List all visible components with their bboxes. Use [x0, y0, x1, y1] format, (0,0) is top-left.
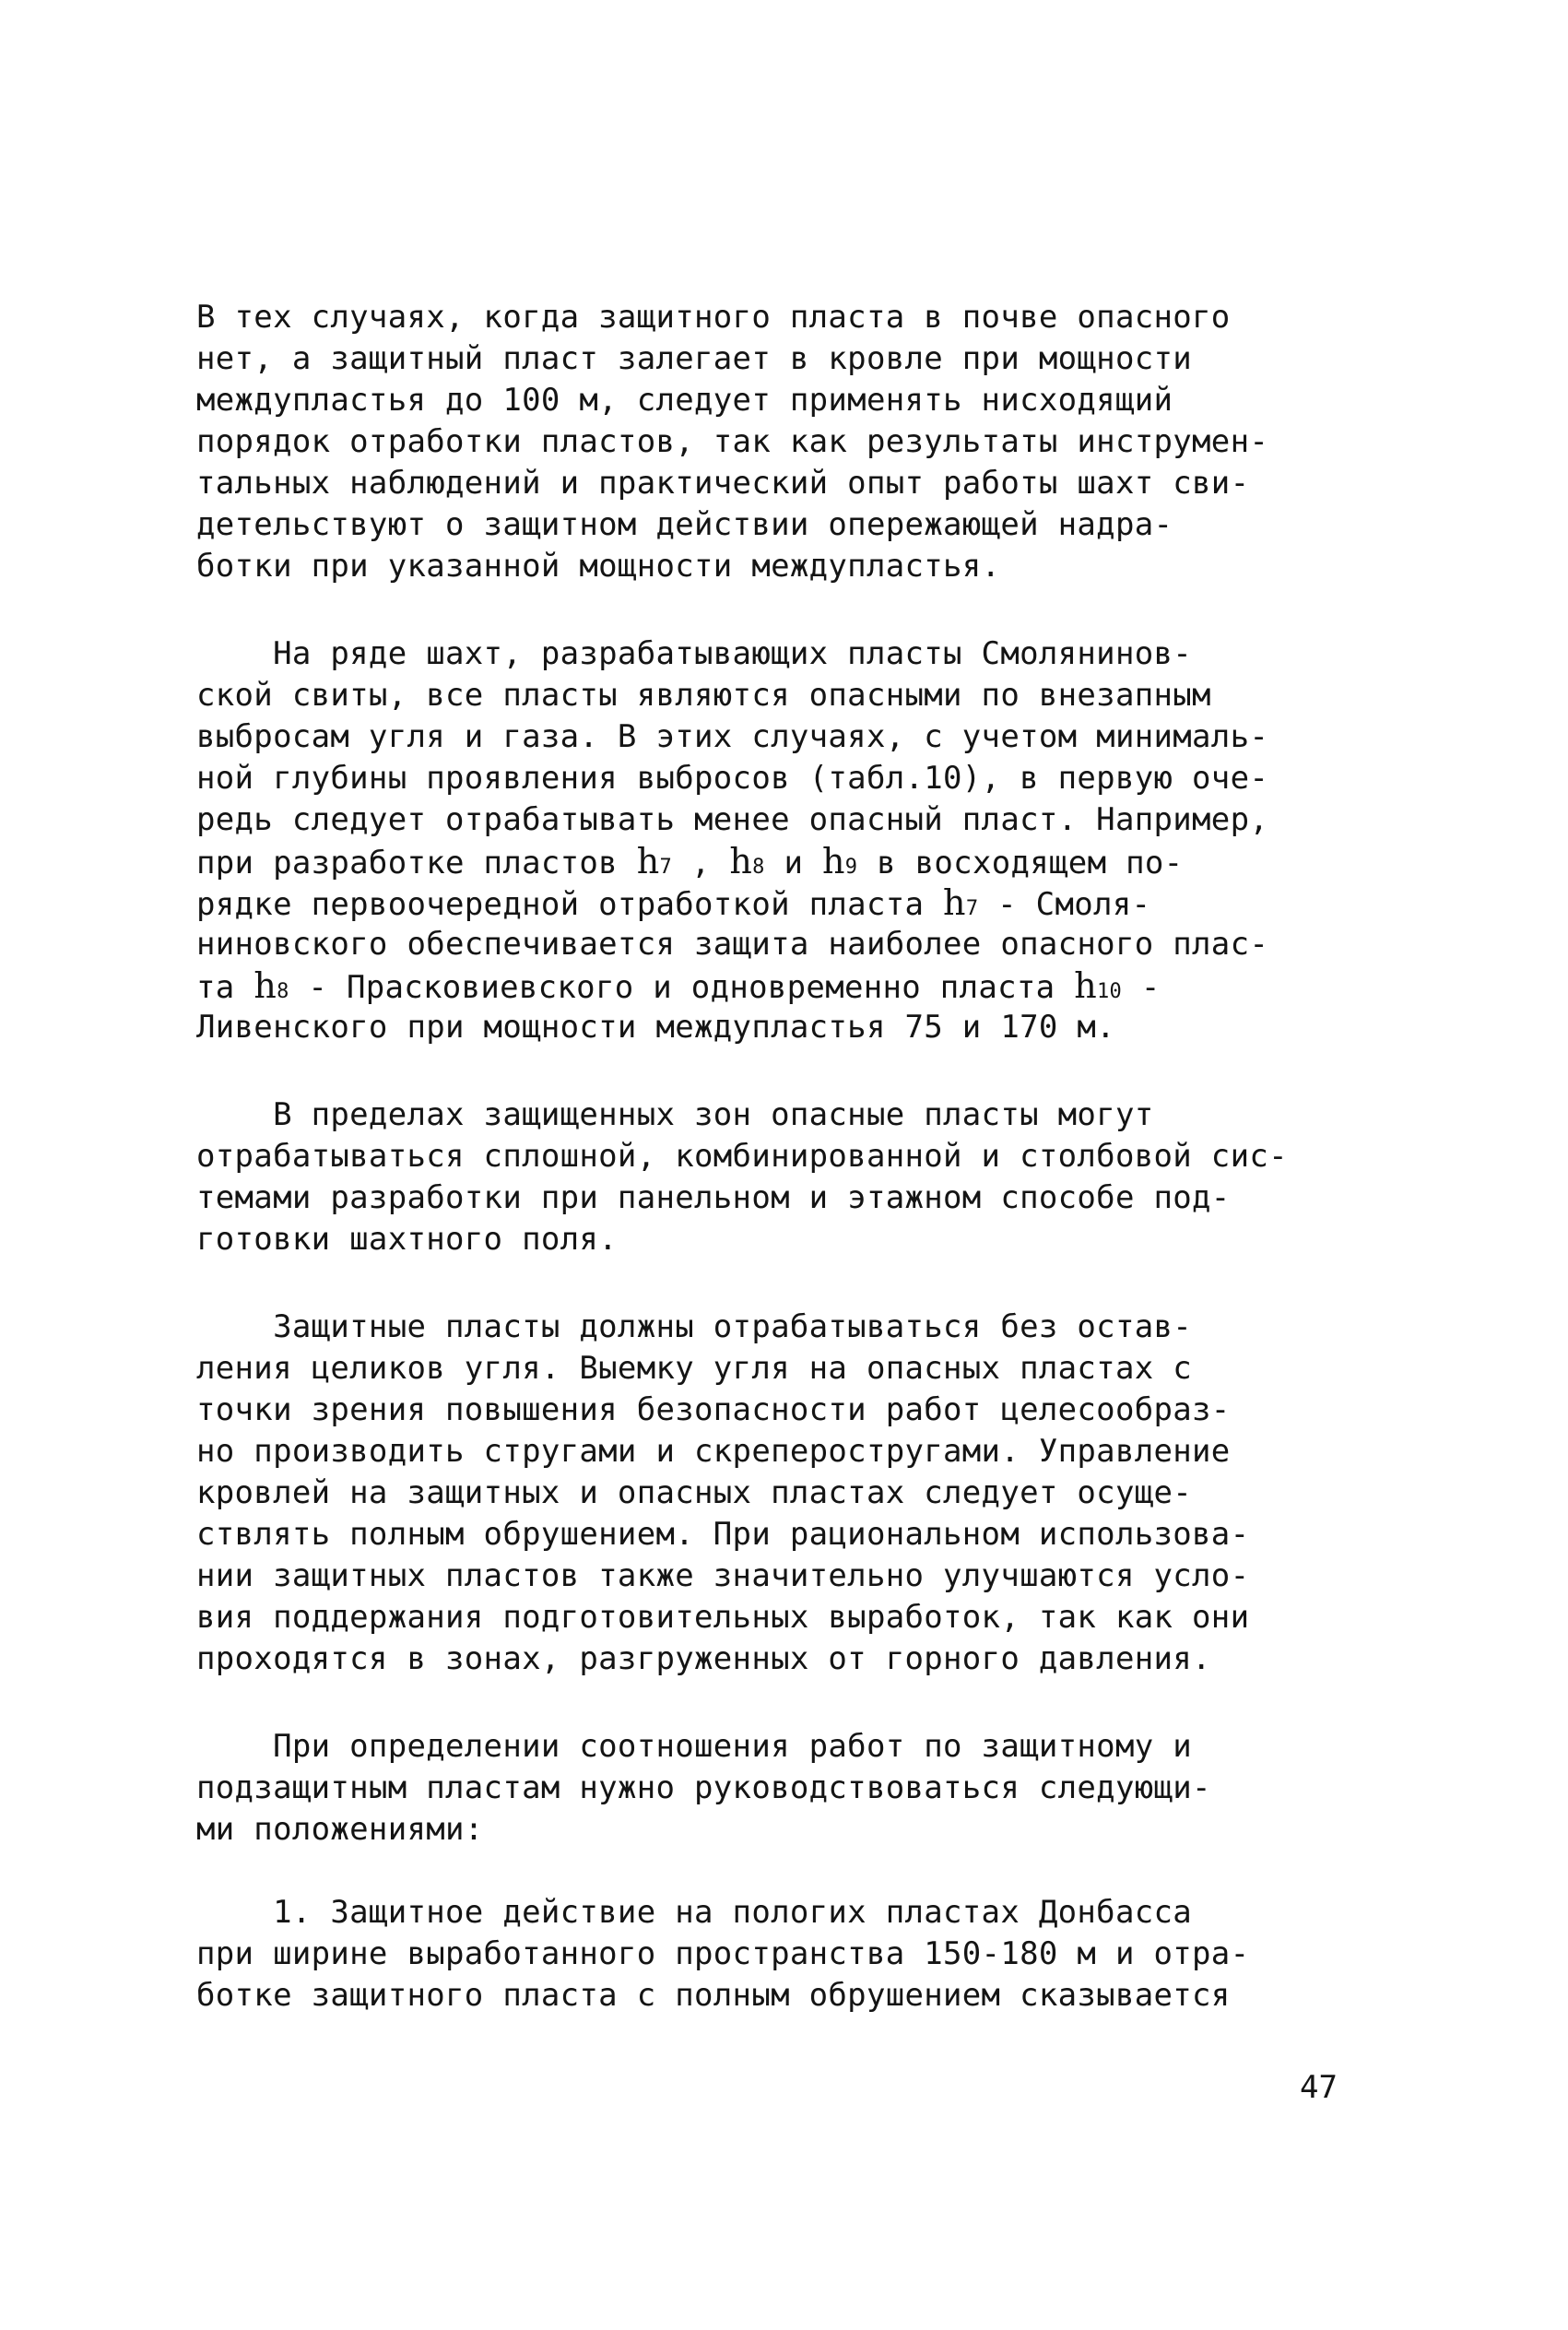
- text-line: ниновского обеспечивается защита наиболее опасного плас-: [196, 926, 1269, 963]
- text-line: нии защитных пластов также значительно улучшаются усло-: [196, 1557, 1250, 1594]
- text-line: при ширине выработанного пространства 150-180 м и отра-: [196, 1935, 1250, 1972]
- paragraph-2: [196, 633, 1397, 1048]
- text-line: На ряде шахт, разрабатывающих пласты Смолянинов-: [196, 635, 1193, 672]
- text-fragment: при разработке пластов: [196, 845, 637, 881]
- text-line: выбросам угля и газа. В этих случаях, с учетом минималь-: [196, 718, 1269, 755]
- text-line: Защитные пласты должны отрабатываться без остав-: [196, 1308, 1193, 1345]
- page-body: [196, 297, 1397, 2063]
- text-line: готовки шахтного поля.: [196, 1221, 618, 1258]
- text-fragment: - Смоля-: [978, 886, 1151, 923]
- text-line: но производить стругами и скреперостругами. Управление: [196, 1433, 1231, 1470]
- seam-symbol-h: h: [636, 841, 660, 881]
- text-fragment: та: [196, 969, 254, 1006]
- text-line: ствлять полным обрушением. При рациональном использова-: [196, 1516, 1250, 1553]
- text-line: ления целиков угля. Выемку угля на опасных пластах с: [196, 1350, 1193, 1387]
- text-fragment: рядке первоочередной отработкой пласта: [196, 886, 944, 923]
- text-line-with-formulas: [196, 965, 1397, 1007]
- seam-symbol-h: h: [943, 882, 966, 923]
- text-line: ской свиты, все пласты являются опасными по внезапным: [196, 677, 1211, 714]
- text-line-with-formulas: [196, 882, 1397, 924]
- paragraph-4: [196, 1307, 1397, 1680]
- text-line: В тех случаях, когда защитного пласта в почве опасного: [196, 299, 1231, 336]
- seam-index: 9: [844, 856, 858, 879]
- text-line: При определении соотношения работ по защитному и: [196, 1728, 1193, 1765]
- seam-index: 7: [965, 897, 979, 920]
- seam-symbol-h: h: [1074, 965, 1097, 1006]
- seam-symbol-h: h: [253, 965, 277, 1006]
- text-fragment: и: [764, 845, 822, 881]
- seam-index: 7: [659, 856, 673, 879]
- text-line: ботки при указанной мощности междупластья.: [196, 548, 1001, 585]
- seam-index: 10: [1096, 980, 1123, 1003]
- text-line: ной глубины проявления выбросов (табл.10), в первую оче-: [196, 760, 1269, 797]
- seam-index: 8: [277, 980, 289, 1003]
- text-line: ботке защитного пласта с полным обрушением сказывается: [196, 1977, 1231, 2014]
- text-line: 1. Защитное действие на пологих пластах Донбасса: [196, 1894, 1193, 1931]
- paragraph-5: [196, 1726, 1397, 1851]
- text-line: порядок отработки пластов, так как результаты инструмен-: [196, 423, 1269, 460]
- text-line: В пределах защищенных зон опасные пласты могут: [196, 1096, 1154, 1133]
- text-fragment: -: [1122, 969, 1161, 1006]
- text-line: вия поддержания подготовительных выработок, так как они: [196, 1599, 1250, 1636]
- text-fragment: в восходящем по-: [857, 845, 1184, 881]
- text-line: тальных наблюдений и практический опыт работы шахт сви-: [196, 465, 1250, 502]
- text-fragment: - Прасковиевского и одновременно пласта: [289, 969, 1075, 1006]
- seam-index: 8: [752, 856, 765, 879]
- text-line: ми положениями:: [196, 1811, 484, 1848]
- text-line: междупластья до 100 м, следует применять нисходящий: [196, 382, 1173, 419]
- text-line: нет, а защитный пласт залегает в кровле при мощности: [196, 340, 1193, 377]
- seam-symbol-h: h: [729, 841, 753, 881]
- text-line: точки зрения повышения безопасности работ целесообраз-: [196, 1391, 1231, 1428]
- text-fragment: ,: [672, 845, 730, 881]
- paragraph-3: [196, 1094, 1397, 1260]
- page-number: 47: [1300, 2069, 1338, 2106]
- text-line: проходятся в зонах, разгруженных от горного давления.: [196, 1640, 1211, 1677]
- seam-symbol-h: h: [822, 841, 845, 881]
- paragraph-6: [196, 1892, 1397, 2017]
- text-line: редь следует отрабатывать менее опасный пласт. Например,: [196, 801, 1269, 838]
- text-line: подзащитным пластам нужно руководствоваться следующи-: [196, 1769, 1211, 1806]
- text-line: темами разработки при панельном и этажном способе под-: [196, 1179, 1231, 1216]
- text-line: детельствуют о защитном действии опережающей надра-: [196, 506, 1173, 543]
- text-line-with-formulas: [196, 841, 1397, 882]
- text-line: Ливенского при мощности междупластья 75 и 170 м.: [196, 1009, 1115, 1046]
- paragraph-1: [196, 297, 1397, 587]
- text-line: отрабатываться сплошной, комбинированной и столбовой сис-: [196, 1138, 1288, 1175]
- text-line: кровлей на защитных и опасных пластах следует осуще-: [196, 1474, 1193, 1511]
